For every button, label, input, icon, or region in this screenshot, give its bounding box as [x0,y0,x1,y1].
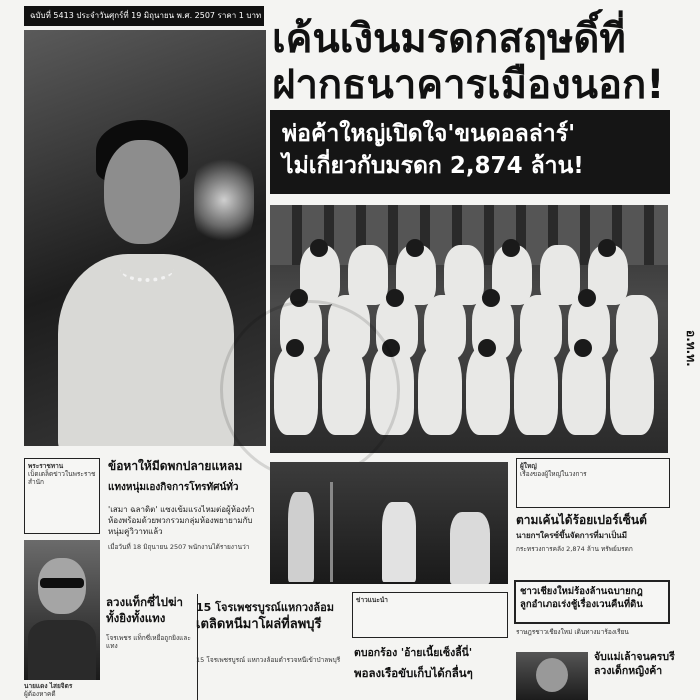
portrait-necklace [120,256,174,282]
chiangmai-line1: ชาวเชียงใหม่ร้องล้านฉบายกฎ [520,586,643,597]
man-suit [28,620,96,680]
nurse-head [502,239,520,257]
follow-subline: นายกฯใครซ์ขึ้นจัดการที่มาเป็นมี [516,531,628,540]
story-chiangmai [514,580,670,624]
event-photo [270,462,508,584]
left-box-title: พระราชทาน [28,462,64,470]
chiangmai-line2: ลูกอำเภอเร่งชู้เรื่องเวนคืนที่ดิน [520,599,643,610]
chandelier-decoration [194,150,254,250]
story-jewel [196,600,346,700]
nurse-head [310,239,328,257]
side-mark: อ.ท.ท. [684,330,698,367]
left-news-box [24,458,100,534]
main-headline-line2: ฝากธนาคารเมืองนอก! [272,62,665,108]
portrait-dress [58,254,234,446]
story-peninsula [108,458,268,578]
man-caption [24,682,108,700]
peninsula-headline-line2: แทงหนุ่มเองกิจการโทรทัศน์ทั่ว [108,482,239,493]
news-line1: ตบอกร้อง 'อ้ายเนี้ยเซ็งลี้นี่' [354,647,473,659]
sunglasses-icon [40,578,84,588]
royal-seal-watermark [220,300,400,480]
loan-line1: จับแม่เล้าจนครบรี [594,651,675,663]
portrait-face [104,140,180,244]
news-box [352,592,508,638]
dateline: ฉบับที่ 5413 ประจำวันศุกร์ที่ 19 มิถุนายน พ.ศ. 2507 ราคา 1 บาท [24,6,264,26]
jewel-text: 15 โจรเพชรบูรณ์ แหกวงล้อมตำรวจหนีเข้าป่าลพบุรี [196,656,341,664]
nurse-head [578,289,596,307]
right-box-title: ผู้ใหญ่ [520,462,537,470]
subhead-line1: พ่อค้าใหญ่เปิดใจ'ขนดอลล่าร์' [282,121,576,147]
stab-line2: ทั้งยิงทั้งแทง [106,611,166,625]
peninsula-headline-line1: ข้อหาให้มีดพกปลายแหลม [108,459,243,473]
nurse-head [406,239,424,257]
nurse-head [574,339,592,357]
nurse-figure [562,345,606,435]
peninsula-body: 'เสมา ฉลาดิต' แซงเข้มแรงไหมต่อผู้ห้องทำห้องพร้อมด้วยพวกรวมกลุ่มห้องพยายามกับหนุ่มคู่วิวาทแล้ว [108,505,255,536]
man-photo [24,540,100,680]
woman-face [536,658,568,692]
nurse-figure [514,345,558,435]
woman-photo [516,652,588,700]
right-box-text: เรื่องของผู้ใหญ่ในวงการ [520,470,587,478]
person-figure [450,512,490,584]
nurse-head [386,289,404,307]
jewel-line2: เตลิดหนีมาโผล่ที่ลพบุรี [196,617,322,632]
story-loan [594,650,674,700]
person-figure [382,502,416,582]
stab-text: โจรเพชร แท็กซี่เหยื่อถูกยิงและแทง [106,634,191,650]
nurse-head [598,239,616,257]
story-follow [516,512,676,572]
stab-line1: ลวงแท็กซี่ไปฆ่า [106,595,183,609]
chiangmai-credit: ราษฎรชาวเชียงใหม่ เดินทางมาร้องเรียน [516,628,629,636]
loan-line2: ลวงเด็กหญิงค้า [594,665,663,677]
nurse-figure [610,345,654,435]
subhead-box [270,110,670,194]
peninsula-dateline: เมื่อวันที่ 18 มิถุนายน 2507 พนักงานได้รายงานว่า [108,543,250,551]
nurse-figure [418,345,462,435]
main-headline-line1: เค้นเงินมรดกสฤษดิ์ที่ [272,16,626,62]
story-stab [106,594,198,700]
follow-headline: ตามเค้นได้ร้อยเปอร์เซ็นต์ [516,513,647,527]
person-figure [288,492,314,582]
microphone-stand [330,482,333,582]
news-line2: พอลงเรือขับเก็บได้กลื่นๆ [354,666,473,680]
man-caption-text: ผู้ต้องหาคดี [24,690,56,698]
left-box-text: เบ็ดเตล็ดข่าวในพระราชสำนัก [28,470,96,486]
news-box-title: ข่าวแนะนำ [356,596,388,604]
nurse-figure [466,345,510,435]
jewel-line1: 15 โจรเพชรบูรณ์แหกวงล้อม [196,601,335,614]
follow-text: กระทรวงการคลัง 2,874 ล้าน ทรัพย์มรดก [516,545,633,553]
nurse-head [478,339,496,357]
right-news-box [516,458,670,508]
man-caption-name: นายแดง ไสยจิตร [24,682,73,690]
story-news [354,646,512,700]
nurse-head [482,289,500,307]
subhead-line2: ไม่เกี่ยวกับมรดก 2,874 ล้าน! [282,153,584,179]
